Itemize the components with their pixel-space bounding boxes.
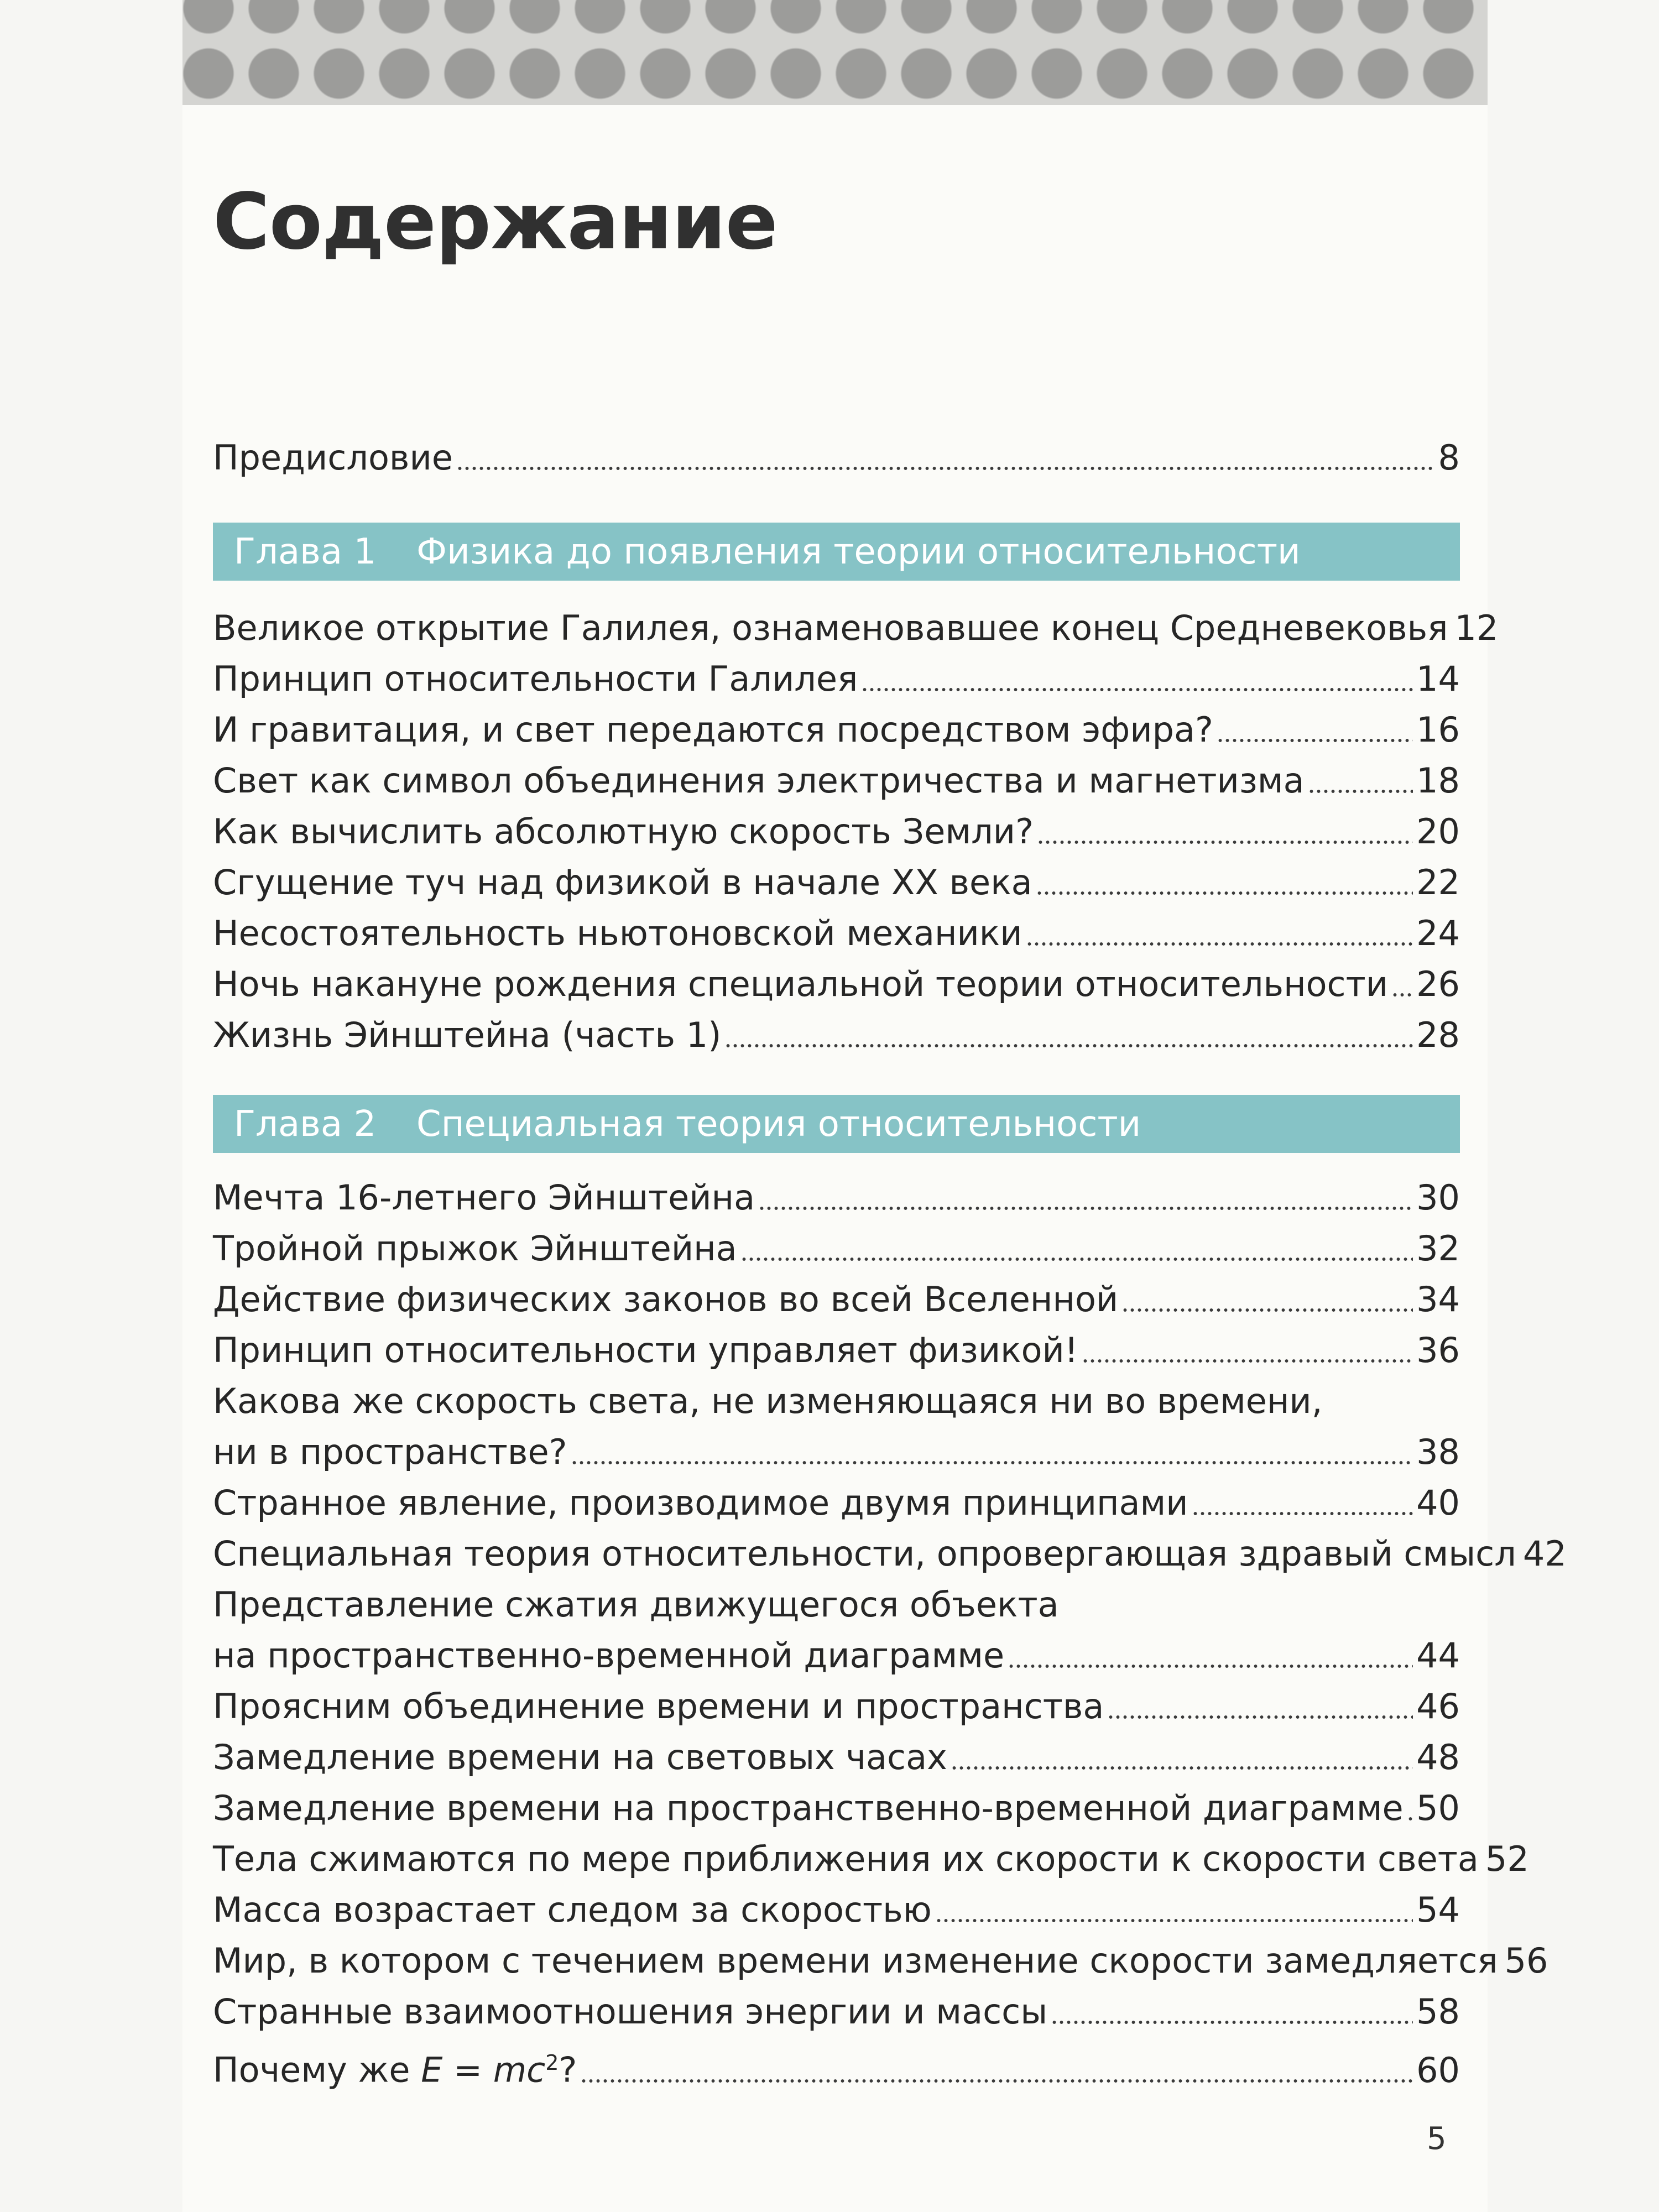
toc-entry: Великое открытие Галилея, ознаменовавшее конец Средневековья 12 bbox=[213, 608, 1499, 648]
toc-entry: Специальная теория относительности, опровергающая здравый смысл 42 bbox=[213, 1533, 1567, 1574]
page-title: Содержание bbox=[213, 177, 778, 267]
toc-entry: Проясним объединение времени и пространства 46 bbox=[213, 1686, 1460, 1726]
toc-entry: Мир, в котором с течением времени изменение скорости замедляется 56 bbox=[213, 1940, 1548, 1981]
toc-entry: Принцип относительности управляет физикой! 36 bbox=[213, 1330, 1460, 1370]
toc-entry-preface: Предисловие 8 bbox=[213, 437, 1460, 478]
toc-entry: И гравитация, и свет передаются посредством эфира? 16 bbox=[213, 709, 1460, 750]
toc-entry: Как вычислить абсолютную скорость Земли? 20 bbox=[213, 811, 1460, 852]
toc-entry: Действие физических законов во всей Вселенной 34 bbox=[213, 1279, 1460, 1319]
toc-entry: Замедление времени на световых часах 48 bbox=[213, 1737, 1460, 1777]
chapter-2-header: Глава 2 Специальная теория относительности bbox=[213, 1095, 1460, 1153]
chapter-1-header: Глава 1 Физика до появления теории относительности bbox=[213, 523, 1460, 581]
toc-entry: Замедление времени на пространственно-временной диаграмме 50 bbox=[213, 1788, 1460, 1828]
toc-entry: Тройной прыжок Эйнштейна 32 bbox=[213, 1228, 1460, 1269]
dot-pattern-header bbox=[182, 0, 1488, 105]
toc-entry: Тела сжимаются по мере приближения их скорости к скорости света 52 bbox=[213, 1839, 1529, 1879]
toc-entry: Несостоятельность ньютоновской механики 24 bbox=[213, 913, 1460, 953]
toc-entry: Странное явление, производимое двумя принципами 40 bbox=[213, 1483, 1460, 1523]
toc-entry: Жизнь Эйнштейна (часть 1) 28 bbox=[213, 1015, 1460, 1055]
toc-entry-two-line: Представление сжатия движущегося объекта на пространственно-временной диаграмме 44 bbox=[213, 1584, 1460, 1676]
toc-entry: Масса возрастает следом за скоростью 54 bbox=[213, 1890, 1460, 1930]
toc-entry: Мечта 16-летнего Эйнштейна 30 bbox=[213, 1177, 1460, 1218]
toc-entry: Принцип относительности Галилея 14 bbox=[213, 659, 1460, 699]
page-number: 5 bbox=[1427, 2121, 1447, 2157]
toc-entry: Ночь накануне рождения специальной теории относительности 26 bbox=[213, 964, 1460, 1004]
toc-entry: Сгущение туч над физикой в начале XX века 22 bbox=[213, 862, 1460, 902]
toc-entry-emc2: Почему же $E = mc^2$? 60 bbox=[213, 2049, 1460, 2090]
toc-entry-two-line: Какова же скорость света, не изменяющаяся ни во времени, ни в пространстве? 38 bbox=[213, 1381, 1460, 1472]
toc-entry: Странные взаимоотношения энергии и массы 58 bbox=[213, 1991, 1460, 2032]
dot-leader bbox=[456, 465, 1435, 472]
toc-entry: Свет как символ объединения электричества и магнетизма 18 bbox=[213, 760, 1460, 801]
